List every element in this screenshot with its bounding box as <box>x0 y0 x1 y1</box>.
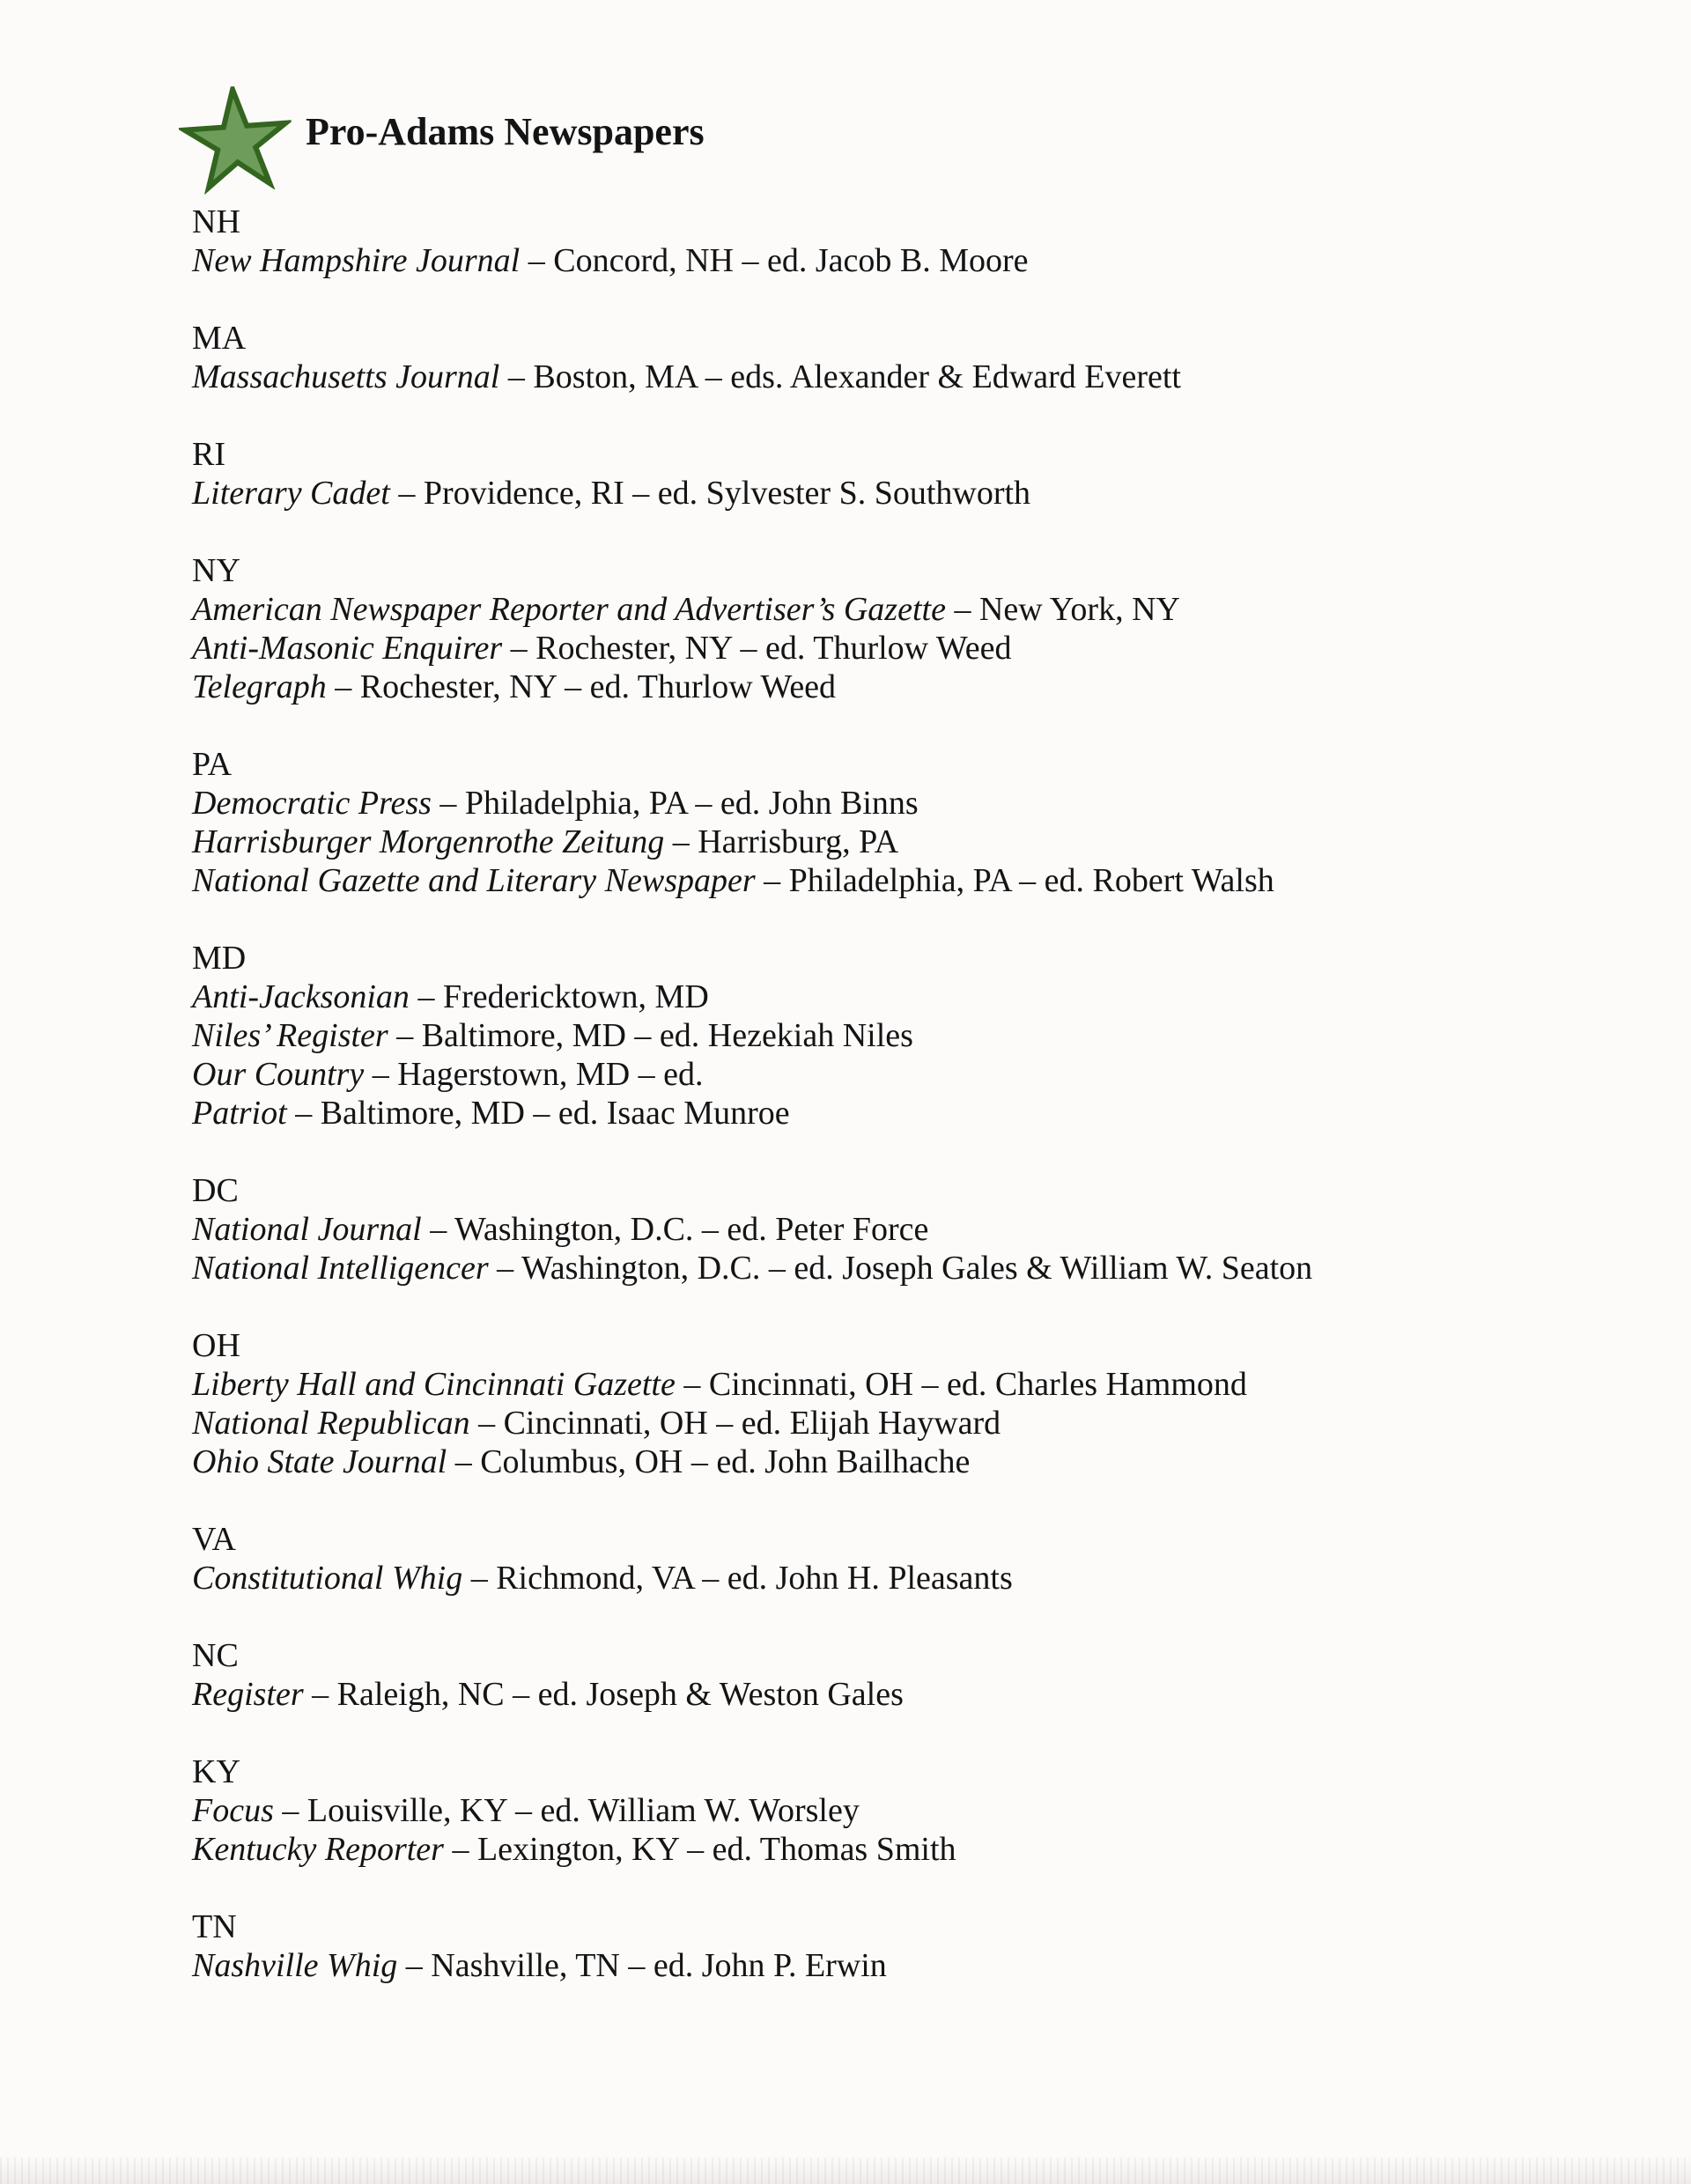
newspaper-entry <box>192 1094 1312 1133</box>
entry-details: – Harrisburg, PA <box>664 823 899 860</box>
section-nh <box>192 203 1312 280</box>
entry-details: – Nashville, TN – ed. John P. Erwin <box>397 1947 887 1984</box>
state-label: VA <box>192 1521 236 1558</box>
entry-details: – Cincinnati, OH – ed. Elijah Hayward <box>469 1405 1001 1442</box>
newspaper-list <box>192 203 1312 2024</box>
entry-details: – Louisville, KY – ed. William W. Worsley <box>273 1792 860 1829</box>
newspaper-entry <box>192 1675 1312 1714</box>
entry-details: – Richmond, VA – ed. John H. Pleasants <box>462 1560 1013 1597</box>
state-label: MD <box>192 940 247 977</box>
newspaper-title: Niles’ Register <box>192 1017 388 1054</box>
newspaper-title: Register <box>192 1676 304 1713</box>
section-ky <box>192 1752 1312 1869</box>
entry-details: – Philadelphia, PA – ed. John Binns <box>431 785 919 822</box>
entry-details: – Hagerstown, MD – ed. <box>364 1056 704 1093</box>
scan-artifact-band <box>0 2158 1691 2184</box>
newspaper-entry <box>192 1946 1312 1985</box>
entry-details: – Rochester, NY – ed. Thurlow Weed <box>502 630 1012 667</box>
newspaper-title: Kentucky Reporter <box>192 1831 444 1868</box>
newspaper-title: Telegraph <box>192 668 327 705</box>
section-dc <box>192 1171 1312 1288</box>
newspaper-entry <box>192 1210 1312 1249</box>
newspaper-entry <box>192 1365 1312 1404</box>
newspaper-entry <box>192 1249 1312 1288</box>
section-md <box>192 939 1312 1133</box>
newspaper-entry <box>192 1791 1312 1830</box>
newspaper-entry <box>192 1830 1312 1869</box>
section-ri <box>192 435 1312 513</box>
entry-details: – Fredericktown, MD <box>409 978 709 1015</box>
state-label: NH <box>192 203 240 240</box>
state-label: OH <box>192 1327 240 1364</box>
entry-details: – Baltimore, MD – ed. Isaac Munroe <box>286 1095 790 1132</box>
entry-details: – Columbus, OH – ed. John Bailhache <box>447 1443 971 1480</box>
section-ma <box>192 319 1312 396</box>
newspaper-entry <box>192 1559 1312 1597</box>
state-label: NC <box>192 1637 239 1674</box>
newspaper-title: Anti-Jacksonian <box>192 978 410 1015</box>
newspaper-entry <box>192 784 1312 823</box>
newspaper-title: Our Country <box>192 1056 365 1093</box>
newspaper-title: Harrisburger Morgenrothe Zeitung <box>192 823 665 860</box>
newspaper-entry <box>192 590 1312 629</box>
newspaper-title: Democratic Press <box>192 785 432 822</box>
newspaper-title: Ohio State Journal <box>192 1443 447 1480</box>
newspaper-title: Massachusetts Journal <box>192 358 500 395</box>
entry-details: – Providence, RI – ed. Sylvester S. Southworth <box>389 475 1031 512</box>
state-label: RI <box>192 436 225 473</box>
entry-details: – New York, NY <box>945 591 1180 628</box>
newspaper-title: Nashville Whig <box>192 1947 398 1984</box>
newspaper-entry <box>192 668 1312 706</box>
entry-details: – Lexington, KY – ed. Thomas Smith <box>443 1831 956 1868</box>
entry-details: – Cincinnati, OH – ed. Charles Hammond <box>675 1366 1247 1403</box>
newspaper-entry <box>192 241 1312 280</box>
state-label: PA <box>192 746 233 783</box>
newspaper-title: National Gazette and Literary Newspaper <box>192 862 756 899</box>
entry-details: – Baltimore, MD – ed. Hezekiah Niles <box>388 1017 913 1054</box>
newspaper-title: National Republican <box>192 1405 470 1442</box>
newspaper-title: Anti-Masonic Enquirer <box>192 630 503 667</box>
entry-details: – Philadelphia, PA – ed. Robert Walsh <box>755 862 1274 899</box>
section-va <box>192 1520 1312 1597</box>
state-label: DC <box>192 1172 239 1209</box>
entry-details: – Washington, D.C. – ed. Joseph Gales & William W. Seaton <box>488 1250 1313 1287</box>
newspaper-entry <box>192 1055 1312 1094</box>
newspaper-entry <box>192 474 1312 513</box>
page-title: Pro-Adams Newspapers <box>306 110 705 153</box>
newspaper-title: Focus <box>192 1792 274 1829</box>
state-label: TN <box>192 1908 237 1945</box>
entry-details: – Concord, NH – ed. Jacob B. Moore <box>520 242 1029 279</box>
newspaper-entry <box>192 1442 1312 1481</box>
section-tn <box>192 1907 1312 1985</box>
newspaper-entry <box>192 1016 1312 1055</box>
state-label: KY <box>192 1753 240 1790</box>
section-nc <box>192 1636 1312 1714</box>
state-label: NY <box>192 552 240 589</box>
state-label: MA <box>192 320 247 357</box>
newspaper-title: Patriot <box>192 1095 287 1132</box>
entry-details: – Rochester, NY – ed. Thurlow Weed <box>326 668 837 705</box>
newspaper-title: New Hampshire Journal <box>192 242 521 279</box>
newspaper-entry <box>192 823 1312 861</box>
newspaper-title: Constitutional Whig <box>192 1560 463 1597</box>
newspaper-entry <box>192 629 1312 668</box>
newspaper-title: National Journal <box>192 1211 422 1248</box>
entry-details: – Washington, D.C. – ed. Peter Force <box>421 1211 929 1248</box>
newspaper-entry <box>192 1404 1312 1442</box>
green-star-icon <box>176 83 296 196</box>
newspaper-title: Liberty Hall and Cincinnati Gazette <box>192 1366 676 1403</box>
section-ny <box>192 551 1312 706</box>
newspaper-entry <box>192 978 1312 1016</box>
entry-details: – Raleigh, NC – ed. Joseph & Weston Gales <box>303 1676 904 1713</box>
newspaper-entry <box>192 358 1312 396</box>
entry-details: – Boston, MA – eds. Alexander & Edward Everett <box>499 358 1181 395</box>
newspaper-title: Literary Cadet <box>192 475 390 512</box>
newspaper-title: National Intelligencer <box>192 1250 489 1287</box>
section-pa <box>192 745 1312 900</box>
newspaper-title: American Newspaper Reporter and Advertiser’s Gazette <box>192 591 946 628</box>
newspaper-entry <box>192 861 1312 900</box>
section-oh <box>192 1326 1312 1481</box>
